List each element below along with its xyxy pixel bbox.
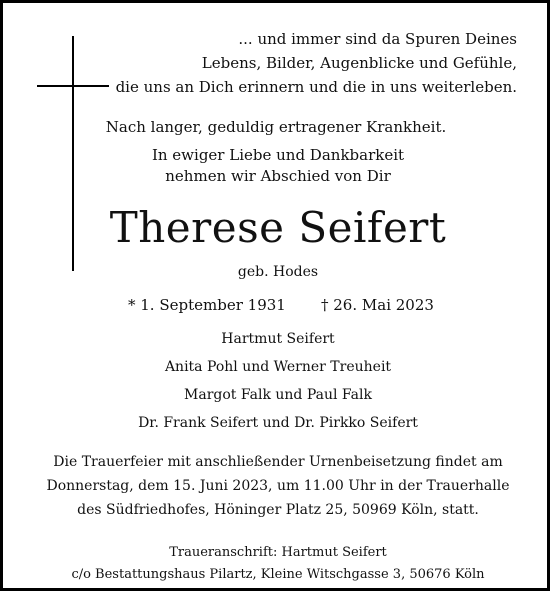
ceremony-line-3: des Südfriedhofes, Höninger Platz 25, 50969 Köln, statt. bbox=[77, 502, 479, 518]
ceremony-line-1: Die Trauerfeier mit anschließender Urnenbeisetzung findet am bbox=[53, 454, 503, 470]
mourner-3: Margot Falk und Paul Falk bbox=[184, 387, 372, 403]
mourner-2: Anita Pohl und Werner Treuheit bbox=[164, 359, 392, 375]
illness-line: Nach langer, geduldig ertragener Krankheit. bbox=[105, 118, 447, 136]
farewell-line-1: In ewiger Liebe und Dankbarkeit bbox=[151, 146, 405, 164]
mourner-4: Dr. Frank Seifert und Dr. Pirkko Seifert bbox=[138, 415, 418, 431]
address-line-1: Traueranschrift: Hartmut Seifert bbox=[169, 545, 387, 560]
ceremony-line-2: Donnerstag, dem 15. Juni 2023, um 11.00 Uhr in der Trauerhalle bbox=[46, 478, 510, 494]
mourner-1: Hartmut Seifert bbox=[221, 331, 335, 347]
death-date: † 26. Mai 2023 bbox=[321, 296, 434, 314]
cross-icon-horizontal bbox=[37, 85, 109, 87]
poem-line-2: Lebens, Bilder, Augenblicke und Gefühle, bbox=[201, 54, 517, 72]
birth-date: * 1. September 1931 bbox=[128, 296, 286, 314]
maiden-name: geb. Hodes bbox=[237, 264, 319, 280]
poem-line-3: die uns an Dich erinnern und die in uns weiterleben. bbox=[115, 78, 517, 96]
poem-line-1: ... und immer sind da Spuren Deines bbox=[238, 30, 517, 48]
farewell-line-2: nehmen wir Abschied von Dir bbox=[165, 167, 391, 185]
address-line-2: c/o Bestattungshaus Pilartz, Kleine Witschgasse 3, 50676 Köln bbox=[71, 567, 485, 582]
deceased-name: Therese Seifert bbox=[109, 203, 447, 252]
